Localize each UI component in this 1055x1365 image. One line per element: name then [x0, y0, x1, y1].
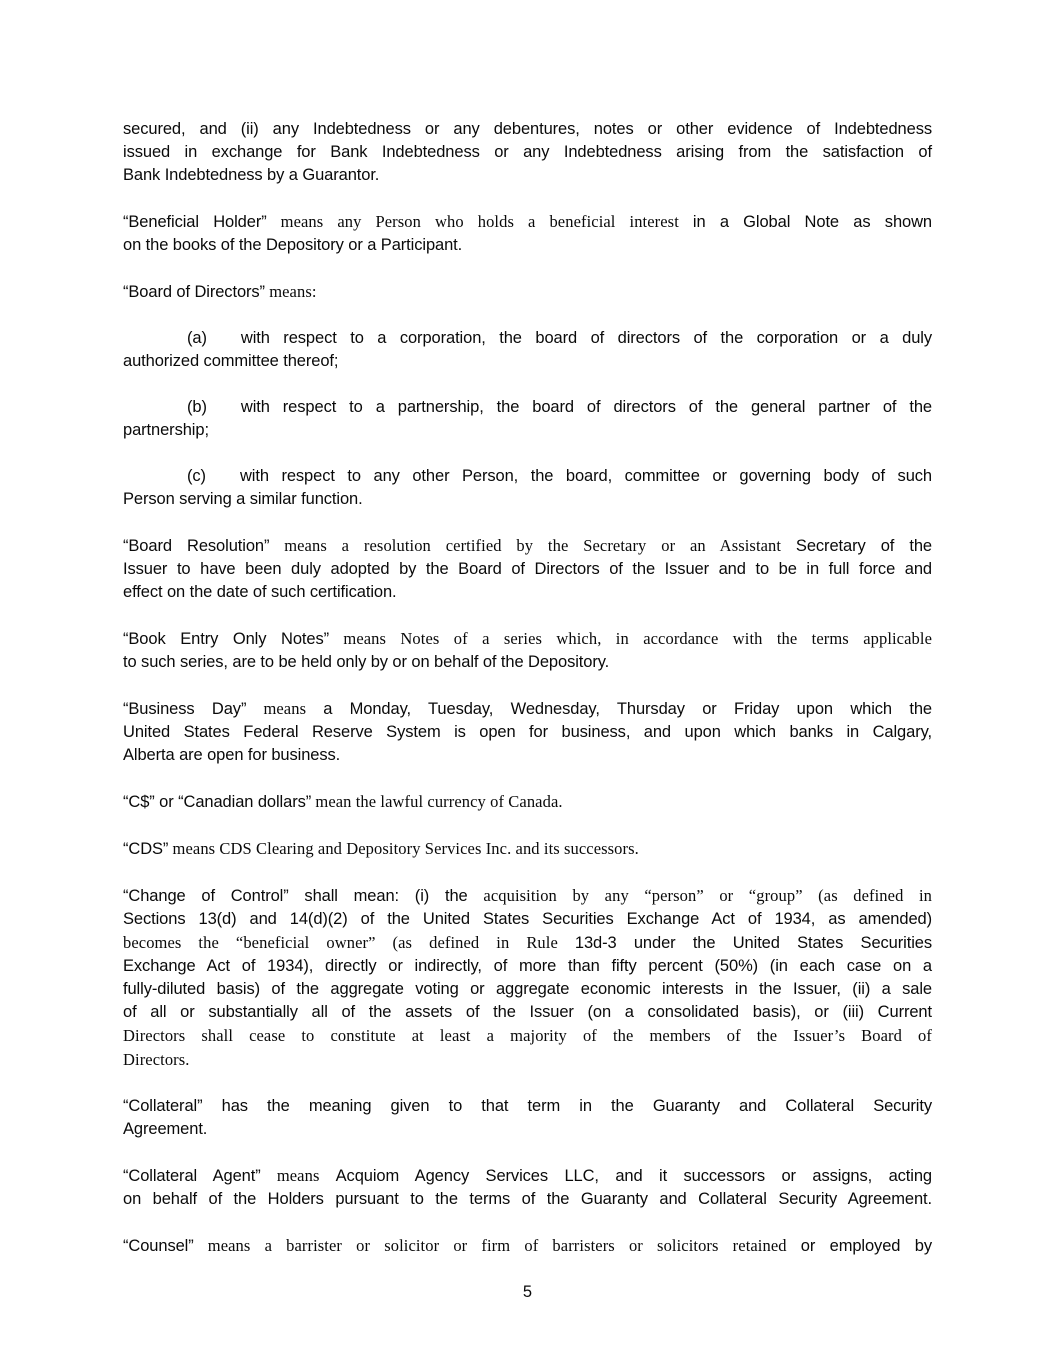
- text-line: [123, 884, 932, 908]
- text-line: [123, 744, 932, 767]
- text-line: [123, 1024, 932, 1048]
- definition-cds: [123, 837, 932, 861]
- text-segment: means a barrister or solicitor or firm of barristers or solicitors retained: [193, 1236, 801, 1255]
- text-line: [123, 488, 932, 511]
- text-segment: Person serving a similar function.: [123, 490, 363, 508]
- definition-board-of-directors: [123, 280, 932, 304]
- text-line: [123, 837, 932, 861]
- text-segment: means Notes of a series which, in accordance with the terms applicable: [329, 629, 932, 648]
- text-segment: (b): [187, 398, 207, 416]
- text-segment: Alberta are open for business.: [123, 746, 341, 764]
- definition-change-of-control: [123, 884, 932, 1072]
- text-segment: with respect to a corporation, the board of directors of the corporation or a duly: [240, 329, 932, 347]
- text-line: [123, 931, 932, 955]
- text-segment: means CDS Clearing and Depository Services Inc. and its successors.: [168, 839, 639, 858]
- text-segment: with respect to any other Person, the board, committee or governing body of such: [239, 467, 932, 485]
- text-segment: issued in exchange for Bank Indebtedness or any Indebtedness arising from the satisfaction of: [123, 143, 932, 161]
- text-line: [123, 164, 932, 187]
- text-segment: (c): [187, 467, 206, 485]
- definition-business-day: [123, 697, 932, 767]
- text-line: [123, 627, 932, 651]
- definition-beneficial-holder: [123, 210, 932, 257]
- text-segment: “Board of Directors”: [123, 283, 265, 301]
- definition-board-resolution: [123, 534, 932, 604]
- text-segment: Secretary of the: [795, 537, 932, 555]
- text-segment: or employed by: [800, 1237, 932, 1255]
- text-line: [123, 1048, 932, 1072]
- text-line: [123, 141, 932, 164]
- text-line: [123, 908, 932, 931]
- text-segment: fully-diluted basis) of the aggregate voting or aggregate economic interests in the Issuer, (ii) a sale: [123, 980, 932, 998]
- definition-board-of-directors-item-a: [123, 327, 932, 373]
- text-line: [123, 1095, 932, 1118]
- definition-board-of-directors-item-c: [123, 465, 932, 511]
- text-line: [123, 234, 932, 257]
- paragraph-secured-continuation: [123, 118, 932, 187]
- text-line: [123, 465, 932, 488]
- text-line: [123, 1188, 932, 1211]
- text-line: [123, 118, 932, 141]
- text-segment: to such series, are to be held only by or on behalf of the Depository.: [123, 653, 610, 671]
- text-segment: Acquiom Agency Services LLC, and it successors or assigns, acting: [335, 1167, 932, 1185]
- text-segment: Bank Indebtedness by a Guarantor.: [123, 166, 380, 184]
- text-segment: “Business Day”: [123, 700, 247, 718]
- text-segment: Directors shall cease to constitute at least a majority of the members of the Issuer’s Board of: [123, 1026, 932, 1045]
- text-segment: “Collateral” has the meaning given to that term in the Guaranty and Collateral Security: [123, 1097, 932, 1115]
- text-segment: Directors.: [123, 1050, 190, 1069]
- text-line: [123, 534, 932, 558]
- text-segment: “C$” or “Canadian dollars”: [123, 793, 312, 811]
- text-line: [123, 558, 932, 581]
- text-segment: (a): [187, 329, 207, 347]
- text-line: [123, 1118, 932, 1141]
- text-line: [123, 790, 932, 814]
- text-segment: mean the lawful currency of Canada.: [311, 792, 563, 811]
- text-segment: “Beneficial Holder”: [123, 213, 267, 231]
- text-line: [123, 1234, 932, 1258]
- text-segment: Agreement.: [123, 1120, 208, 1138]
- definition-counsel: [123, 1234, 932, 1258]
- text-segment: on behalf of the Holders pursuant to the terms of the Guaranty and Collateral Security Agreement.: [123, 1190, 932, 1208]
- text-segment: means a resolution certified by the Secretary or an Assistant: [269, 536, 796, 555]
- text-segment: means any Person who holds a beneficial interest: [266, 212, 693, 231]
- text-segment: “Collateral Agent”: [123, 1167, 261, 1185]
- definition-book-entry-only-notes: [123, 627, 932, 674]
- text-line: [123, 978, 932, 1001]
- text-segment: United States Federal Reserve System is open for business, and upon which banks in Calgary,: [123, 723, 932, 741]
- definition-collateral-agent: [123, 1164, 932, 1211]
- text-segment: secured, and (ii) any Indebtedness or any debentures, notes or other evidence of Indebtedness: [123, 120, 932, 138]
- text-line: [123, 697, 932, 721]
- text-segment: “Book Entry Only Notes”: [123, 630, 330, 648]
- text-segment: means: [260, 1166, 336, 1185]
- text-line: [123, 350, 932, 373]
- text-line: [123, 1001, 932, 1024]
- text-line: [123, 721, 932, 744]
- definition-canadian-dollars: [123, 790, 932, 814]
- text-line: [123, 581, 932, 604]
- text-segment: means:: [264, 282, 317, 301]
- definition-board-of-directors-item-b: [123, 396, 932, 442]
- text-segment: of all or substantially all of the assets of the Issuer (on a consolidated basis), or (iii) Current: [123, 1003, 932, 1021]
- text-line: [123, 419, 932, 442]
- text-segment: effect on the date of such certification.: [123, 583, 397, 601]
- text-line: [123, 210, 932, 234]
- text-segment: partnership;: [123, 421, 209, 439]
- text-segment: a Monday, Tuesday, Wednesday, Thursday or Friday upon which the: [323, 700, 933, 718]
- text-segment: “Board Resolution”: [123, 537, 270, 555]
- text-segment: acquisition by any “person” or “group” (as defined in: [483, 886, 932, 905]
- text-segment: “CDS”: [123, 840, 169, 858]
- text-segment: Sections 13(d) and 14(d)(2) of the United States Securities Exchange Act of 1934, as amended): [123, 910, 932, 928]
- text-line: [123, 1164, 932, 1188]
- text-line: [123, 396, 932, 419]
- text-segment: in a Global Note as shown: [692, 213, 932, 231]
- text-segment: “Counsel”: [123, 1237, 194, 1255]
- text-line: [123, 280, 932, 304]
- text-line: [123, 327, 932, 350]
- text-segment: authorized committee thereof;: [123, 352, 339, 370]
- text-segment: with respect to a partnership, the board of directors of the general partner of the: [240, 398, 932, 416]
- text-segment: 13d-3 under the United States Securities: [574, 934, 932, 952]
- text-segment: Exchange Act of 1934), directly or indirectly, of more than fifty percent (50%) (in each case on a: [123, 957, 932, 975]
- text-segment: becomes the “beneficial owner” (as defined in Rule: [123, 933, 575, 952]
- text-segment: Issuer to have been duly adopted by the Board of Directors of the Issuer and to be in full force and: [123, 560, 932, 578]
- page-number: 5: [522, 1283, 533, 1301]
- text-segment: means: [246, 699, 324, 718]
- text-line: [123, 955, 932, 978]
- document-body: [123, 118, 932, 1258]
- text-segment: “Change of Control” shall mean: (i) the: [123, 887, 484, 905]
- text-line: [123, 651, 932, 674]
- text-segment: on the books of the Depository or a Participant.: [123, 236, 463, 254]
- definition-collateral: [123, 1095, 932, 1141]
